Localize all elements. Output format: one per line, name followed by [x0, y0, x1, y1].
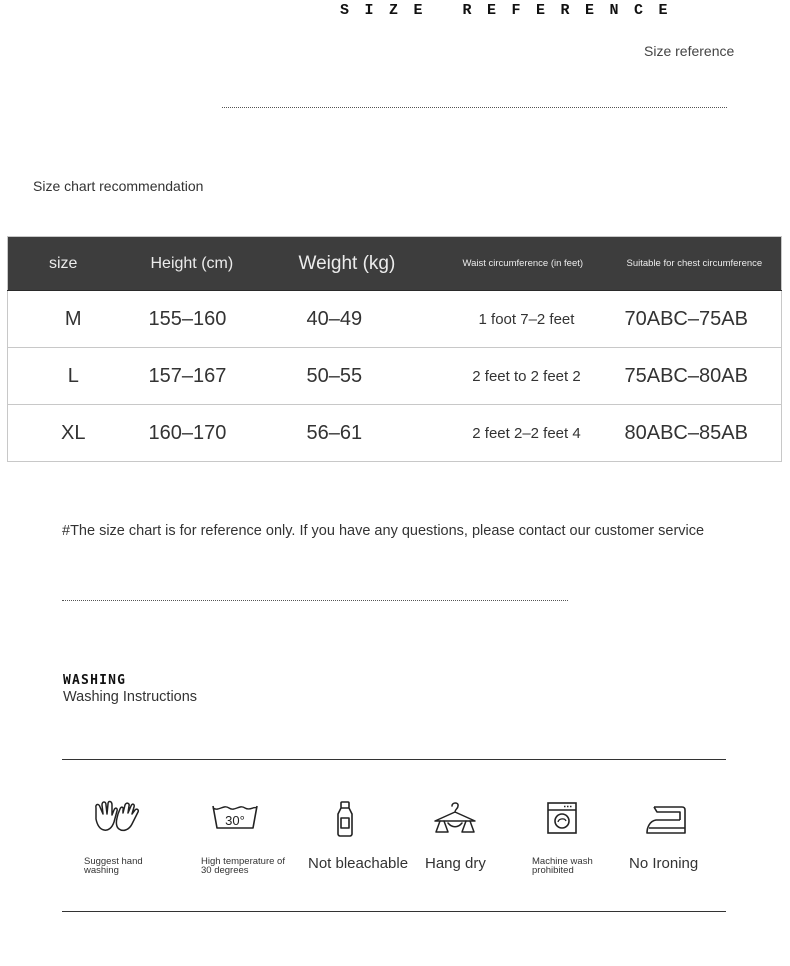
table-row [8, 405, 782, 462]
cell-weight: 56–61 [291, 405, 451, 462]
washing-bottom-rule [62, 911, 726, 912]
table-row [8, 348, 782, 405]
cell-weight: 40–49 [291, 291, 451, 348]
cell-weight: 50–55 [291, 348, 451, 405]
care-label: Not bleachable [308, 855, 409, 872]
no-machine-wash-icon [546, 801, 578, 835]
cell-chest: 70ABC–75AB [625, 291, 782, 348]
table-header-row [8, 237, 782, 291]
care-label: Machine wash prohibited [532, 856, 593, 876]
washing-top-rule [62, 759, 726, 760]
care-label: No Ironing [629, 855, 699, 872]
no-bleach-icon [333, 800, 357, 838]
cell-waist: 2 feet to 2 feet 2 [451, 348, 625, 405]
cell-waist: 1 foot 7–2 feet [451, 291, 625, 348]
header-height: Height (cm) [139, 237, 291, 291]
washing-subtitle: Washing Instructions [63, 689, 198, 705]
header-size: size [8, 237, 139, 291]
hand-wash-icon [90, 800, 144, 836]
size-table [7, 236, 782, 462]
cell-chest: 75ABC–80AB [625, 348, 782, 405]
cell-size: L [8, 348, 139, 405]
washing-title: WASHING [63, 673, 127, 688]
cell-height: 160–170 [139, 405, 291, 462]
size-reference-subtitle: Size reference [644, 43, 735, 59]
cell-size: M [8, 291, 139, 348]
care-label: High temperature of 30 degrees [201, 856, 285, 876]
size-reference-title: SIZE REFERENCE [340, 2, 684, 19]
size-chart-label: Size chart recommendation [33, 178, 204, 194]
wash-30-icon [210, 803, 260, 833]
cell-height: 157–167 [139, 348, 291, 405]
cell-chest: 80ABC–85AB [625, 405, 782, 462]
dotted-divider [62, 600, 568, 601]
dotted-divider [222, 107, 727, 108]
header-weight: Weight (kg) [291, 237, 451, 291]
care-label: Suggest hand washing [84, 856, 143, 876]
care-label: Hang dry [425, 855, 486, 872]
header-chest: Suitable for chest circumference [625, 237, 782, 291]
cell-height: 155–160 [139, 291, 291, 348]
cell-waist: 2 feet 2–2 feet 4 [451, 405, 625, 462]
size-chart-note: #The size chart is for reference only. If you have any questions, please contact our customer service [62, 523, 705, 539]
wash-temp-label: 30° [225, 813, 245, 828]
hang-dry-icon [432, 801, 478, 835]
cell-size: XL [8, 405, 139, 462]
table-row [8, 291, 782, 348]
header-waist: Waist circumference (in feet) [451, 237, 625, 291]
no-iron-icon [644, 803, 690, 837]
